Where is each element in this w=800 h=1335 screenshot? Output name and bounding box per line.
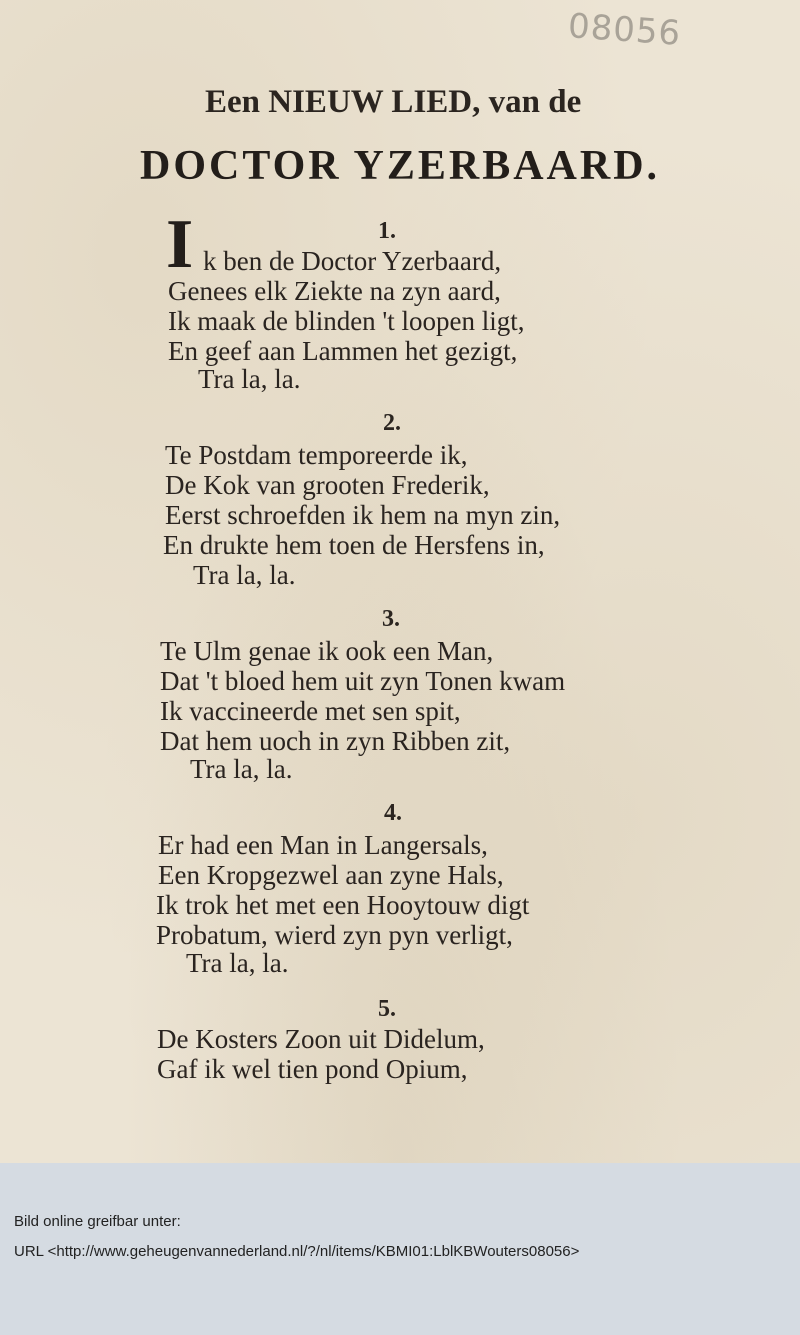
verse-line: De Kosters Zoon uit Didelum, xyxy=(157,1024,485,1054)
title-line-2: DOCTOR YZERBAARD. xyxy=(140,143,661,189)
drop-cap: I xyxy=(166,206,194,283)
stanza-number: 3. xyxy=(382,606,400,632)
verse-line: Een Kropgezwel aan zyne Hals, xyxy=(158,860,504,890)
verse-line: Probatum, wierd zyn pyn verligt, xyxy=(156,920,513,950)
stanza-number: 5. xyxy=(378,996,396,1022)
stanza-number: 4. xyxy=(384,800,402,826)
verse-line: Gaf ik wel tien pond Opium, xyxy=(157,1054,468,1084)
verse-refrain: Tra la, la. xyxy=(190,754,293,784)
source-footer xyxy=(0,1163,800,1335)
stanza-number: 1. xyxy=(378,218,396,244)
verse-refrain: Tra la, la. xyxy=(193,560,296,590)
verse-line: Ik vaccineerde met sen spit, xyxy=(160,696,461,726)
verse-line: En drukte hem toen de Hersfens in, xyxy=(163,530,545,560)
verse-line: Dat hem uoch in zyn Ribben zit, xyxy=(160,726,511,756)
verse-refrain: Tra la, la. xyxy=(198,364,301,394)
verse-line: Te Ulm genae ik ook een Man, xyxy=(160,636,494,666)
footer-url[interactable]: URL <http://www.geheugenvannederland.nl/?/nl/items/KBMI01:LblKBWouters08056> xyxy=(14,1243,580,1260)
verse-line: Te Postdam temporeerde ik, xyxy=(165,440,468,470)
verse-refrain: Tra la, la. xyxy=(186,948,289,978)
verse-line: Genees elk Ziekte na zyn aard, xyxy=(168,276,501,306)
stanza-number: 2. xyxy=(383,410,401,436)
footer-caption: Bild online greifbar unter: xyxy=(14,1213,181,1230)
verse-line: Ik maak de blinden 't loopen ligt, xyxy=(168,306,525,336)
verse-line: Er had een Man in Langersals, xyxy=(158,830,488,860)
verse-line: Eerst schroefden ik hem na myn zin, xyxy=(165,500,561,530)
verse-line: En geef aan Lammen het gezigt, xyxy=(168,336,518,366)
title-line-1: Een NIEUW LIED, van de xyxy=(205,84,582,120)
verse-line: k ben de Doctor Yzerbaard, xyxy=(203,246,502,276)
verse-line: De Kok van grooten Frederik, xyxy=(165,470,490,500)
archive-stamp-number: 08056 xyxy=(566,6,683,54)
verse-line: Dat 't bloed hem uit zyn Tonen kwam xyxy=(160,666,566,696)
verse-line: Ik trok het met een Hooytouw digt xyxy=(156,890,530,920)
